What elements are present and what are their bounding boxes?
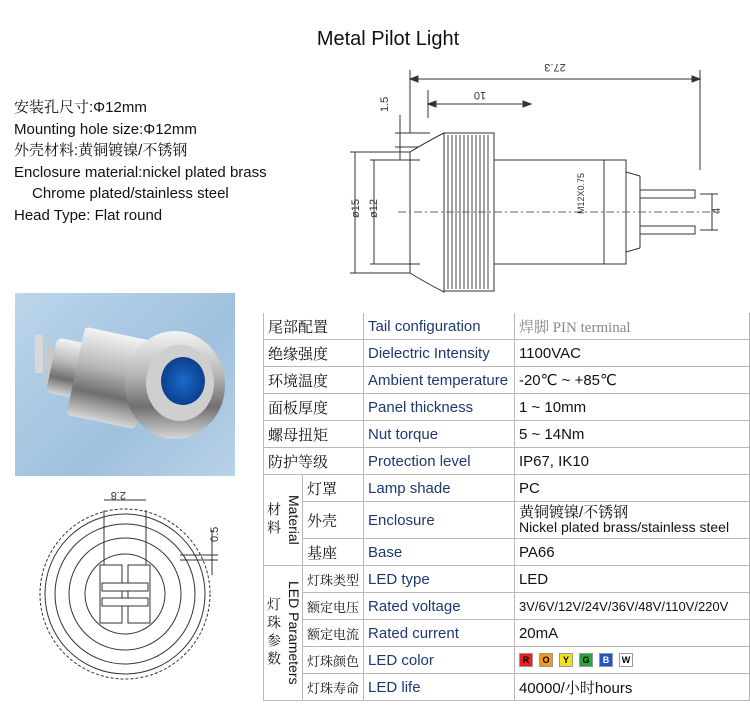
cn-label: 额定电压 xyxy=(303,593,364,620)
cn-label: 面板厚度 xyxy=(264,394,364,421)
dim-head-length: 10 xyxy=(473,89,487,101)
table-row xyxy=(264,647,750,674)
spec-line: 安装孔尺寸:Φ12mm xyxy=(14,99,147,116)
led-group-cn: 灯珠参数 xyxy=(266,596,282,669)
dim-pin-spacing: 4 xyxy=(711,207,723,214)
pilot-light-image xyxy=(15,293,235,476)
cn-label: 尾部配置 xyxy=(264,313,364,340)
dim-top-gap: 0.5 xyxy=(209,526,221,542)
material-group xyxy=(264,475,303,566)
value: 5 ~ 14Nm xyxy=(514,421,749,448)
en-label: LED life xyxy=(364,674,515,701)
spec-line: Mounting hole size:Φ12mm xyxy=(14,120,197,138)
table-row xyxy=(264,593,750,620)
cn-label: 外壳 xyxy=(303,502,364,539)
cn-label: 防护等级 xyxy=(264,448,364,475)
led-group-en: LED Parameters xyxy=(286,581,302,685)
en-label: Enclosure xyxy=(364,502,515,539)
table-row xyxy=(264,340,750,367)
dim-total-length: 27.3 xyxy=(544,61,566,73)
table-row xyxy=(264,394,750,421)
table-row xyxy=(264,475,750,502)
en-label: Rated current xyxy=(364,620,515,647)
dim-diameter-12: ø12 xyxy=(368,199,380,218)
led-color-swatch: W xyxy=(619,653,633,667)
cn-label: 基座 xyxy=(303,539,364,566)
en-label: Dielectric Intensity xyxy=(364,340,515,367)
dim-top-view: 2.8 xyxy=(110,489,126,501)
cn-label: 灯珠寿命 xyxy=(303,674,364,701)
cn-label: 灯珠类型 xyxy=(303,566,364,593)
cn-label: 螺母扭矩 xyxy=(264,421,364,448)
led-color-swatch: G xyxy=(579,653,593,667)
table-row xyxy=(264,448,750,475)
en-label: Tail configuration xyxy=(364,313,515,340)
table-row xyxy=(264,566,750,593)
page-title: Metal Pilot Light xyxy=(316,28,460,50)
table-row xyxy=(264,620,750,647)
dim-diameter-15: ø15 xyxy=(350,199,362,218)
material-group-cn: 材料 xyxy=(266,501,282,538)
en-label: LED color xyxy=(364,647,515,674)
led-color-swatches xyxy=(519,653,745,667)
en-label: Rated voltage xyxy=(364,593,515,620)
led-color-swatch: Y xyxy=(559,653,573,667)
value: 40000/小时hours xyxy=(514,674,749,701)
value: IP67, IK10 xyxy=(514,448,749,475)
led-group xyxy=(264,566,303,701)
cn-label: 灯罩 xyxy=(303,475,364,502)
value: 1100VAC xyxy=(514,340,749,367)
value: PC xyxy=(514,475,749,502)
cn-label: 绝缘强度 xyxy=(264,340,364,367)
cn-label: 额定电流 xyxy=(303,620,364,647)
table-row xyxy=(264,674,750,701)
led-color-swatch: R xyxy=(519,653,533,667)
value xyxy=(514,647,749,674)
value xyxy=(514,502,749,539)
spec-line: 外壳材料:黄铜镀镍/不锈钢 xyxy=(14,142,188,159)
enclosure-cn: 黄铜镀镍/不锈钢 xyxy=(518,504,629,521)
value: 焊脚 PIN terminal xyxy=(514,313,749,340)
table-row xyxy=(264,313,750,340)
value: -20℃ ~ +85℃ xyxy=(514,367,749,394)
table-row xyxy=(264,367,750,394)
table-row xyxy=(264,539,750,566)
spec-line: Head Type: Flat round xyxy=(14,206,163,224)
cn-label: 环境温度 xyxy=(264,367,364,394)
value: PA66 xyxy=(514,539,749,566)
en-label: Ambient temperature xyxy=(364,367,515,394)
thread-label: M12X0.75 xyxy=(576,172,586,214)
cn-label: 灯珠颜色 xyxy=(303,647,364,674)
en-label: Nut torque xyxy=(364,421,515,448)
en-label: LED type xyxy=(364,566,515,593)
led-color-swatch: B xyxy=(599,653,613,667)
en-label: Panel thickness xyxy=(364,394,515,421)
product-photo xyxy=(15,293,235,476)
en-label: Base xyxy=(364,539,515,566)
value: 1 ~ 10mm xyxy=(514,394,749,421)
led-color-swatch: O xyxy=(539,653,553,667)
en-label: Lamp shade xyxy=(364,475,515,502)
spec-line: Chrome plated/stainless steel xyxy=(32,185,229,202)
table-row xyxy=(264,502,750,539)
spec-line: Enclosure material:nickel plated brass xyxy=(14,163,267,181)
value: 20mA xyxy=(514,620,749,647)
dim-head-height: 1.5 xyxy=(379,96,391,112)
table-row xyxy=(264,421,750,448)
en-label: Protection level xyxy=(364,448,515,475)
spec-table xyxy=(263,313,750,701)
enclosure-en: Nickel plated brass/stainless steel xyxy=(518,519,730,535)
value: 3V/6V/12V/24V/36V/48V/110V/220V xyxy=(514,593,749,620)
material-group-en: Material xyxy=(286,495,302,545)
value: LED xyxy=(514,566,749,593)
